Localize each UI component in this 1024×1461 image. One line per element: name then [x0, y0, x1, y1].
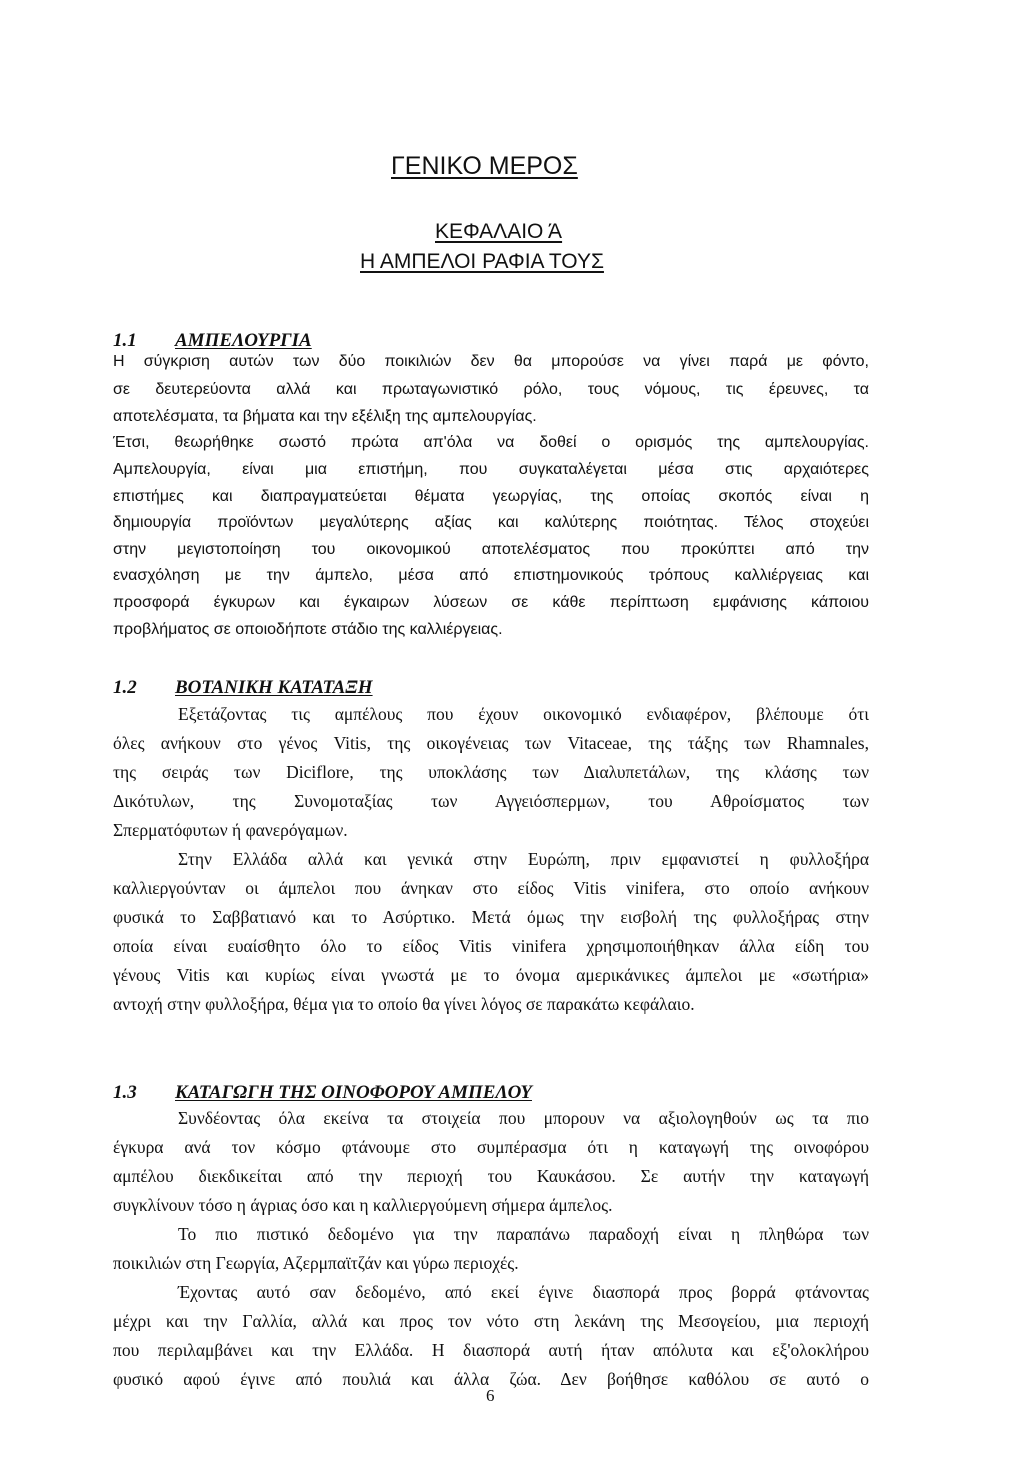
page-number: 6 [486, 1386, 495, 1405]
text-line: καλλιεργούνταν οι άμπελοι που άνηκαν στο είδος Vitis vinifera, στο οποίο ανήκουν [113, 878, 869, 898]
text-line: γένους Vitis και κυρίως είναι γνωστά με το όνομα αμερικάνικες άμπελοι με «σωτήρια» [113, 965, 869, 985]
text-line: Η σύγκριση αυτών των δύο ποικιλιών δεν θα μπορούσε να γίνει παρά με φόντο, [113, 353, 869, 370]
text-line: στην μεγιστοποίηση του οικονομικού αποτελέσματος που προκύπτει από την [113, 541, 869, 558]
text-line: Σπερματόφυτων ή φανερόγαμων. [113, 820, 348, 840]
text-line: Έτσι, θεωρήθηκε σωστό πρώτα απ'όλα να δοθεί ο ορισμός της αμπελουργίας. [113, 434, 869, 451]
text-line: προσφορά έγκυρων και έγκαιρων λύσεων σε κάθε περίπτωση εμφάνισης κάποιου [113, 594, 869, 611]
text-line: που περιλαμβάνει και την Ελλάδα. Η διασπορά αυτή ήταν απόλυτα και εξ'ολοκλήρου [113, 1340, 869, 1360]
text-line: της σειράς των Diciflore, της υποκλάσης των Διαλυπετάλων, της κλάσης των [113, 762, 869, 782]
section-title: ΑΜΠΕΛΟΥΡΓΙΑ [175, 330, 312, 351]
text-line: φυσικό αφού έγινε από πουλιά και άλλα ζώα. Δεν βοήθησε καθόλου σε αυτό ο [113, 1369, 869, 1389]
text-line: Στην Ελλάδα αλλά και γενικά στην Ευρώπη, πριν εμφανιστεί η φυλλοξήρα [178, 849, 869, 869]
text-line: φυσικά το Σαββατιανό και το Ασύρτικο. Μετά όμως την εισβολή της φυλλοξήρας στην [113, 907, 869, 927]
text-line: σε δευτερεύοντα αλλά και πρωταγωνιστικό ρόλο, τους νόμους, τις έρευνες, τα [113, 381, 869, 398]
text-line: Εξετάζοντας τις αμπέλους που έχουν οικονομικό ενδιαφέρον, βλέπουμε ότι [178, 704, 869, 724]
text-line: συγκλίνουν τόσο η άγριας όσο και η καλλιεργούμενη σήμερα άμπελος. [113, 1195, 613, 1215]
text-line: έγκυρα ανά τον κόσμο φτάνουμε στο συμπέρασμα ότι η καταγωγή της οινοφόρου [113, 1137, 869, 1157]
text-line: αντοχή στην φυλλοξήρα, θέμα για το οποίο θα γίνει λόγος σε παρακάτω κεφάλαιο. [113, 994, 695, 1014]
section-heading-1-3 [113, 1082, 532, 1104]
text-line: οποία είναι ευαίσθητο όλο το είδος Vitis vinifera χρησιμοποιήθηκαν άλλα είδη του [113, 936, 869, 956]
chapter-subtitle: Η ΑΜΠΕΛΟΙ ΡΑΦΙΑ ΤΟΥΣ [360, 250, 604, 273]
text-line: ποικιλιών στη Γεωργία, Αζερμπαϊτζάν και γύρω περιοχές. [113, 1253, 519, 1273]
text-line: Έχοντας αυτό σαν δεδομένο, από εκεί έγινε διασπορά προς βορρά φτάνοντας [178, 1282, 869, 1302]
text-line: αποτελέσματα, τα βήματα και την εξέλιξη της αμπελουργίας. [113, 408, 537, 425]
text-line: Το πιο πιστικό δεδομένο για την παραπάνω παραδοχή είναι η πληθώρα των [178, 1224, 869, 1244]
section-heading-1-1 [113, 330, 312, 352]
section-title: ΒΟΤΑΝΙΚΗ ΚΑΤΑΤΑΞΗ [175, 677, 373, 698]
text-line: όλες ανήκουν στο γένος Vitis, της οικογένειας των Vitaceae, της τάξης των Rhamnales, [113, 733, 869, 753]
text-line: Δικότυλων, της Συνομοταξίας των Αγγειόσπερμων, του Αθροίσματος των [113, 791, 869, 811]
text-line: αμπέλου διεκδικείται από την περιοχή του Καυκάσου. Σε αυτήν την καταγωγή [113, 1166, 869, 1186]
text-line: μέχρι και την Γαλλία, αλλά και προς τον νότο στη λεκάνη της Μεσογείου, μια περιοχή [113, 1311, 869, 1331]
text-line: δημιουργία προϊόντων μεγαλύτερης αξίας και καλύτερης ποιότητας. Τέλος στοχεύει [113, 514, 869, 531]
section-number: 1.3 [113, 1082, 137, 1103]
text-line: ενασχόληση με την άμπελο, μέσα από επιστημονικούς τρόπους καλλιέργειας και [113, 567, 869, 584]
section-heading-1-2 [113, 677, 373, 699]
part-title: ΓΕΝΙΚΟ ΜΕΡΟΣ [391, 152, 578, 180]
text-line: Αμπελουργία, είναι μια επιστήμη, που συγκαταλέγεται μέσα στις αρχαιότερες [113, 461, 869, 478]
section-number: 1.1 [113, 330, 137, 351]
section-number: 1.2 [113, 677, 137, 698]
chapter-title: ΚΕΦΑΛΑΙΟ Ά [435, 220, 563, 243]
section-title: ΚΑΤΑΓΩΓΗ ΤΗΣ ΟΙΝΟΦΟΡΟΥ ΑΜΠΕΛΟΥ [175, 1082, 532, 1103]
text-line: Συνδέοντας όλα εκείνα τα στοιχεία που μπορουν να αξιολογηθούν ως τα πιο [178, 1108, 869, 1128]
text-line: επιστήμες και διαπραγματεύεται θέματα γεωργίας, της οποίας σκοπός είναι η [113, 488, 869, 505]
text-line: προβλήματος σε οποιοδήποτε στάδιο της καλλιέργειας. [113, 621, 503, 638]
